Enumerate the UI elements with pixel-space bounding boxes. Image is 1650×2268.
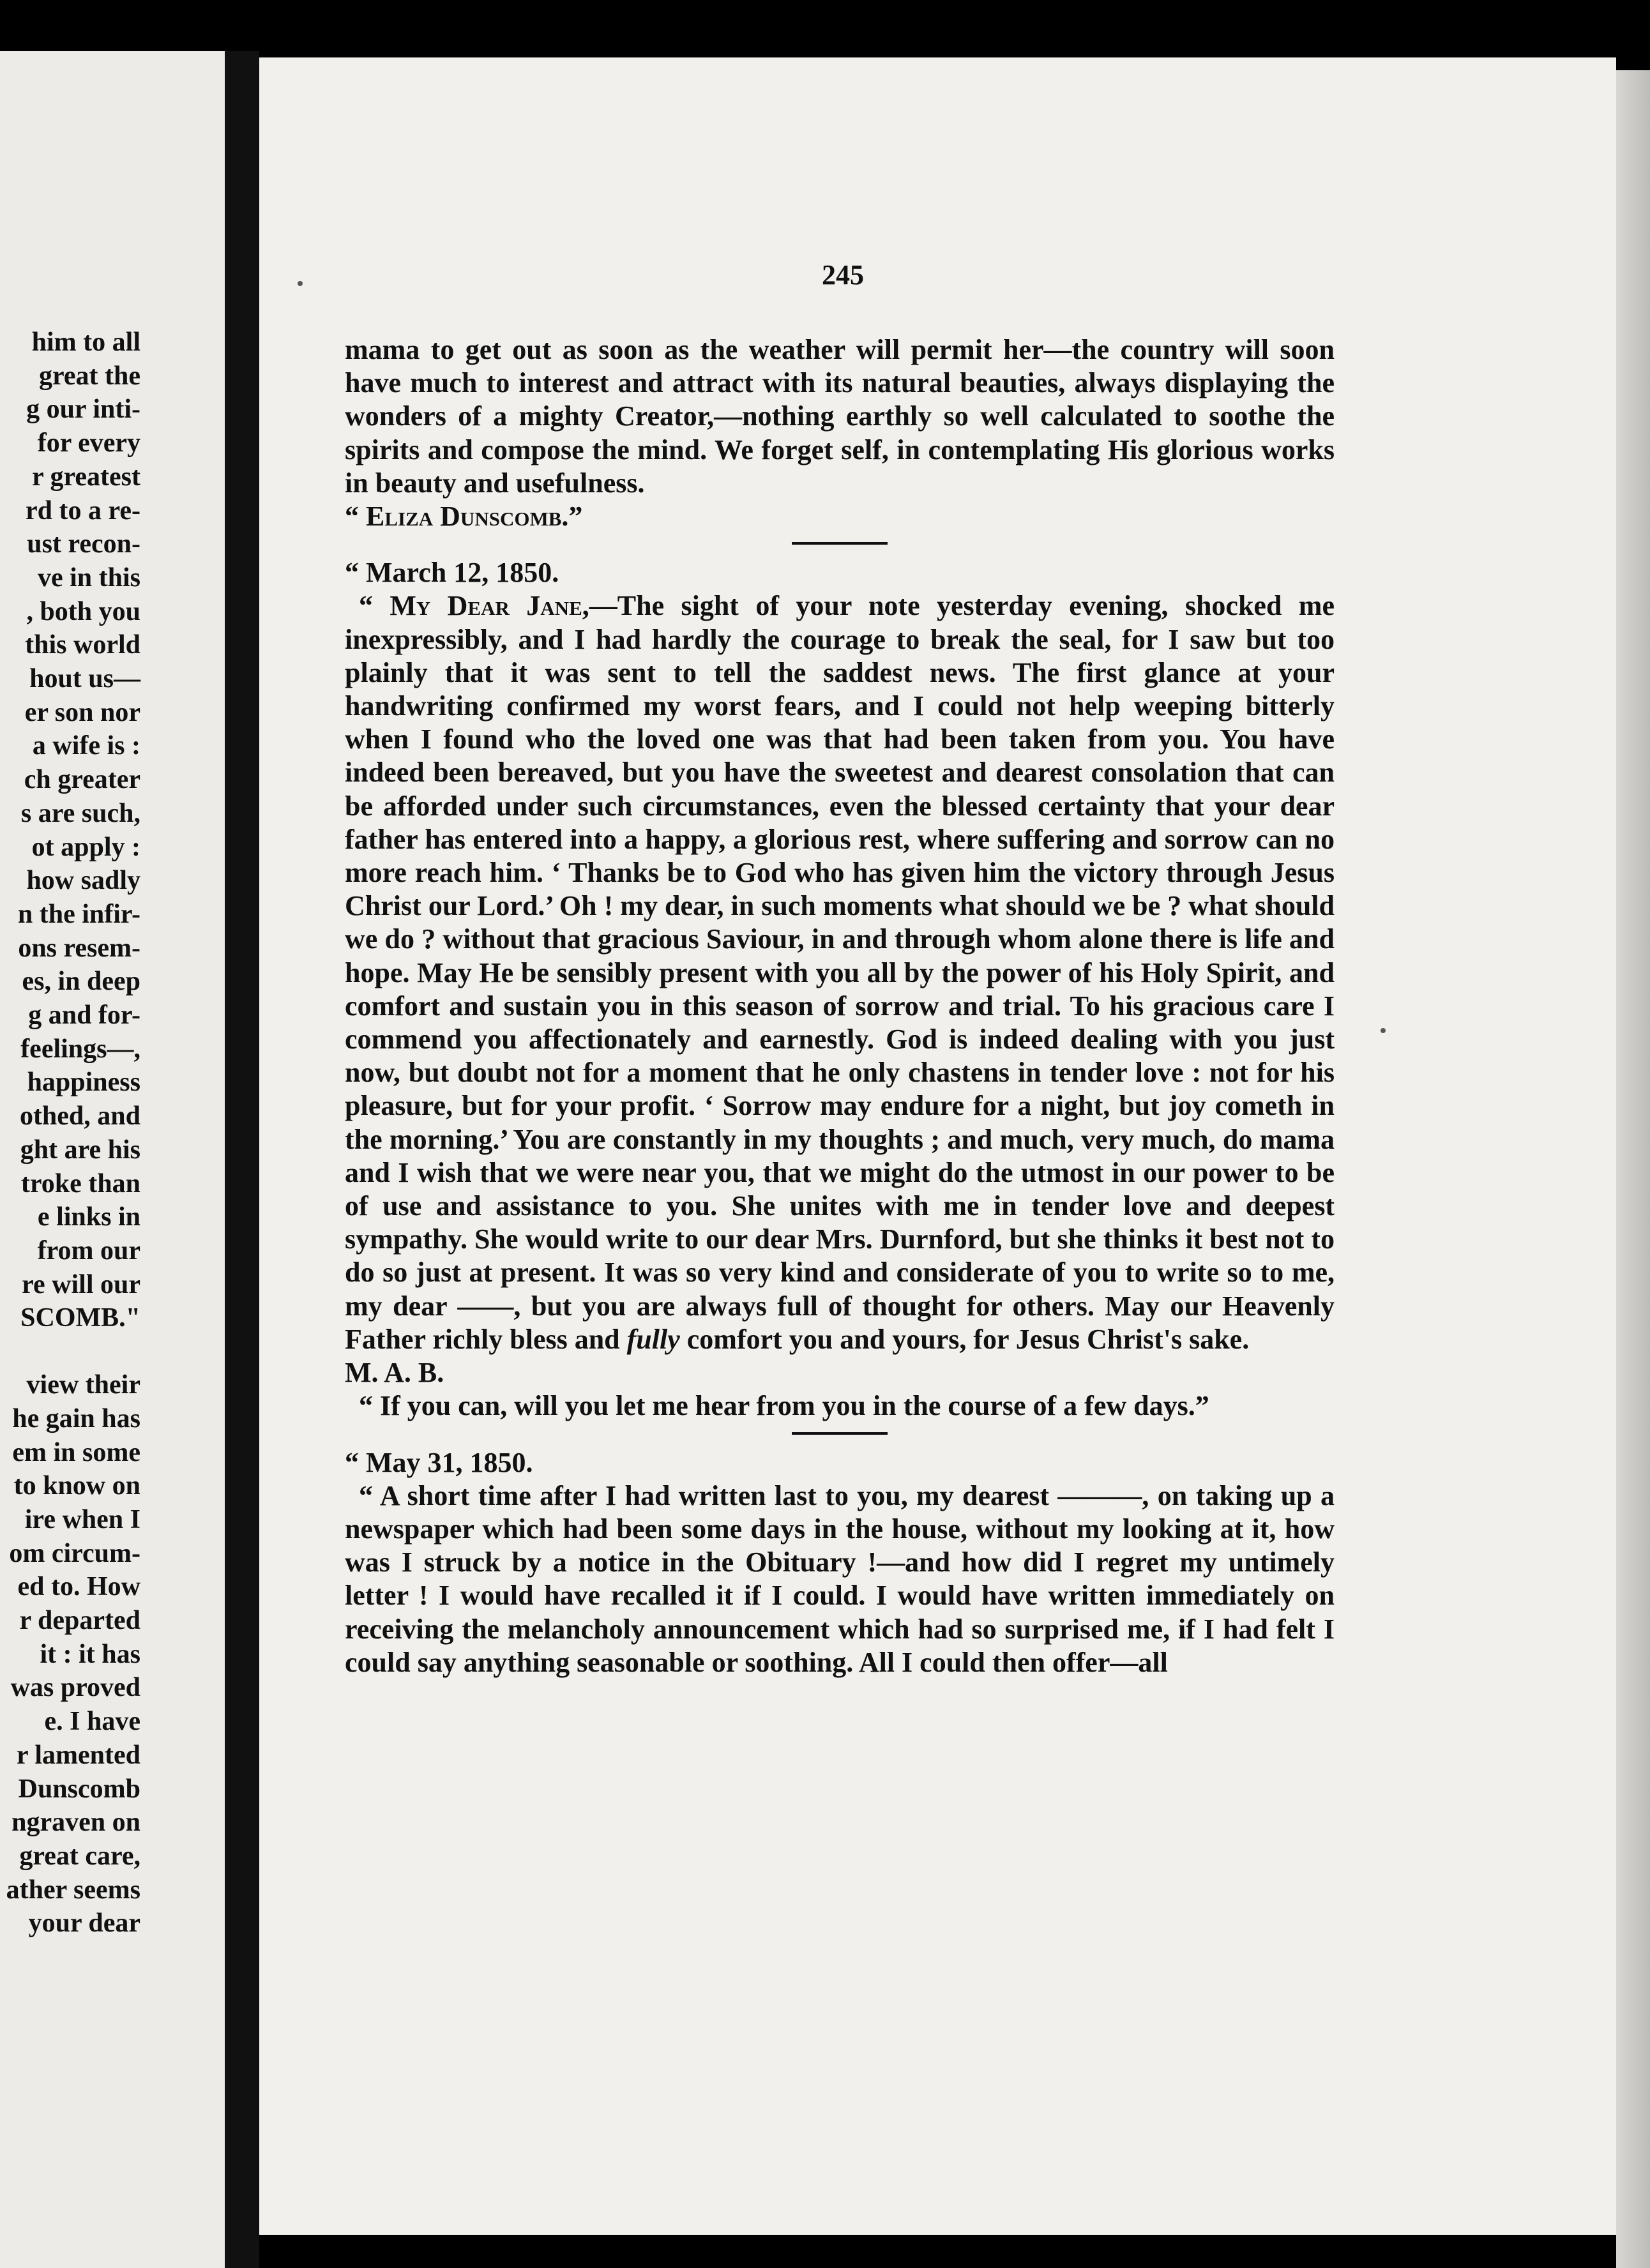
left-page-line: om circum- <box>9 1538 140 1568</box>
page-edge <box>1616 70 1650 2268</box>
letter-initials: M. A. B. <box>345 1357 444 1389</box>
left-page-line: s are such, <box>20 798 140 828</box>
letter-signature: “ Eliza Dunscomb.” <box>345 501 583 533</box>
left-page <box>0 51 238 2268</box>
left-page-line: es, in deep <box>22 967 140 997</box>
left-page-line: happiness <box>27 1068 140 1098</box>
left-page-line: feelings—, <box>20 1034 140 1064</box>
left-page-line: ire when I <box>24 1504 140 1534</box>
left-page-line: ch greater <box>24 765 140 795</box>
page-body <box>345 333 1335 1679</box>
left-page-line: to know on <box>13 1471 140 1501</box>
left-page-line: ve in this <box>37 563 140 593</box>
letter-emphasis: fully <box>626 1323 680 1355</box>
letter-date: “ May 31, 1850. <box>345 1446 533 1478</box>
speck <box>298 281 303 286</box>
left-page-line: SCOMB." <box>20 1303 140 1333</box>
section-divider <box>792 1432 888 1435</box>
left-page-line: from our <box>37 1236 140 1266</box>
letter-paragraph <box>345 589 1335 1356</box>
left-page-line: him to all <box>31 328 140 357</box>
left-page-line: ather seems <box>6 1875 140 1905</box>
left-page-line: othed, and <box>19 1101 140 1131</box>
left-page-line: em in some <box>12 1437 140 1467</box>
left-page-line: great the <box>39 361 140 391</box>
left-page-line: ed to. How <box>17 1572 140 1602</box>
letter-paragraph: “ A short time after I had written last to you, my dearest ———, on taking up a newspaper which had been some days in the house, without my looking at it, how was I struck by a notice in the Obituary !—and how did I regret my untimely letter ! I would have recalled it if I could. I would have written immediately on receiving the melancholy announcement which had so surprised me, if I had felt I could say anything seasonable or soothing. All I could then offer—all <box>345 1479 1335 1678</box>
left-page-line: re will our <box>22 1269 140 1299</box>
left-page-line: , both you <box>26 596 140 626</box>
book-gutter <box>225 51 259 2268</box>
left-page-line: er son nor <box>24 697 140 727</box>
left-page-line: how sadly <box>26 866 140 896</box>
left-page-line: for every <box>37 428 140 458</box>
left-page-line <box>0 1335 140 1368</box>
letter-body: —The sight of your note yesterday evening, shocked me inexpressibly, and I had hardly the courage to break the seal, for I saw but too plainly that it was sent to tell the saddest news. The first glance at your handwriting confirmed my worst fears, and I could not help weeping bitterly when I found who the loved one was that had been taken from you. You have indeed been bereaved, but you have the sweetest and dearest consolation that can be afforded under such circumstances, even the blessed certainty that your dear father has entered into a happy, a glorious rest, where suffering and sorrow can no more reach him. ‘ Thanks be to God who has given him the victory through Jesus Christ our Lord.’ Oh ! my dear, in such moments what should we be ? what should we do ? without that gracious Saviour, in and through whom alone there is life and hope. May He be sensibly present with you all by the power of his Holy Spirit, and comfort and sustain you in this season of sorrow and trial. To his gracious care I commend you affectionately and earnestly. God is indeed dealing with you just now, but doubt not for a moment that he only chastens in tender love : not for his pleasure, but for your profit. ‘ Sorrow may endure for a night, but joy cometh in the morning.’ You are constantly in my thoughts ; and much, very much, do mama and I wish that we were near you, that we might do the utmost in our power to be of use and assistance to you. She unites with me in tender love and deepest sympathy. She would write to our dear Mrs. Durnford, but she thinks it best not to do so just at present. It was so very kind and considerate of you to write so to me, my dear ——, but you are always full of thought for others. May our Heavenly Father richly bless and <box>345 590 1335 1355</box>
left-page-line: hout us— <box>29 664 140 694</box>
section-divider <box>792 542 888 545</box>
left-page-text <box>0 326 140 1940</box>
left-page-line: it : it has <box>40 1639 140 1669</box>
left-page-line: e links in <box>37 1202 140 1232</box>
letter-date: “ March 12, 1850. <box>345 557 559 589</box>
left-page-line: a wife is : <box>32 731 140 761</box>
left-page-line: this world <box>25 630 140 660</box>
left-page-line: g and for- <box>28 1001 140 1031</box>
left-page-line: ot apply : <box>31 832 140 862</box>
letter-paragraph: mama to get out as soon as the weather will permit her—the country will soon have much to interest and attract with its natural beauties, always displaying the wonders of a mighty Creator,—nothing earthly so well calculated to soothe the spirits and compose the mind. We forget self, in contemplating His glorious works in beauty and usefulness. <box>345 334 1335 499</box>
left-page-line: r greatest <box>32 462 140 492</box>
left-page-line: ons resem- <box>18 933 140 963</box>
page-number: 245 <box>822 259 864 291</box>
left-page-line: he gain has <box>12 1403 140 1433</box>
letter-body-tail: comfort you and yours, for Jesus Christ's sake. <box>679 1323 1250 1355</box>
left-page-line: was proved <box>10 1673 140 1703</box>
left-page-line: e. I have <box>44 1707 140 1737</box>
letter-postscript: “ If you can, will you let me hear from you in the course of a few days.” <box>359 1390 1209 1422</box>
left-page-line: ght are his <box>20 1135 140 1165</box>
left-page-line: r lamented <box>16 1740 140 1770</box>
left-page-line: view their <box>26 1370 140 1400</box>
left-page-line: ngraven on <box>11 1808 140 1838</box>
left-page-line: rd to a re- <box>26 495 140 525</box>
letter-salutation: “ My Dear Jane, <box>359 590 589 622</box>
left-page-line: great care, <box>19 1841 140 1871</box>
speck <box>1381 1028 1386 1033</box>
left-page-line: Dunscomb <box>18 1774 140 1804</box>
left-page-line: your dear <box>28 1909 140 1939</box>
left-page-line: n the infir- <box>17 899 140 929</box>
left-page-line: g our inti- <box>26 395 140 425</box>
left-page-line: troke than <box>20 1168 140 1198</box>
left-page-line: r departed <box>19 1606 140 1636</box>
left-page-line: ust recon- <box>27 529 140 559</box>
